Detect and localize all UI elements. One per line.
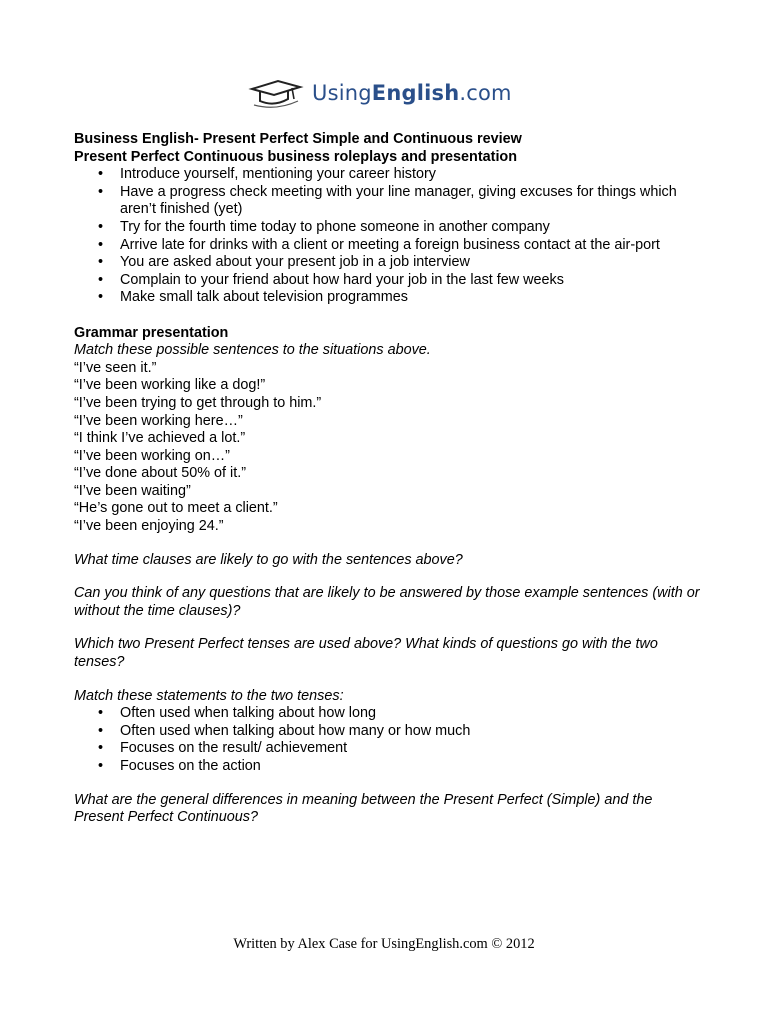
list-item: • Introduce yourself, mentioning your career history bbox=[74, 166, 704, 184]
statement-list bbox=[74, 705, 704, 775]
example-sentence: “I’ve been working here…” bbox=[74, 412, 243, 429]
question-answered-by: Can you think of any questions that are likely to be answered by those example sentences (with or without the time clauses)? bbox=[74, 585, 700, 619]
example-sentence: “I think I’ve achieved a lot.” bbox=[74, 430, 246, 447]
list-item: • Often used when talking about how long bbox=[74, 705, 704, 723]
list-item: • You are asked about your present job in a job interview bbox=[74, 254, 704, 272]
example-sentences bbox=[74, 360, 704, 536]
example-sentence: “I’ve been enjoying 24.” bbox=[74, 518, 224, 535]
worksheet-title: Business English- Present Perfect Simple and Continuous review bbox=[74, 131, 522, 147]
question-two-tenses: Which two Present Perfect tenses are used above? What kinds of questions go with the two tenses? bbox=[74, 636, 658, 671]
example-sentence: “I’ve been trying to get through to him.” bbox=[74, 394, 322, 411]
list-item: • Focuses on the result/ achievement bbox=[74, 740, 704, 758]
example-sentence: “I’ve been working like a dog!” bbox=[74, 377, 266, 394]
list-item: • Complain to your friend about how hard your job in the last few weeks bbox=[74, 272, 704, 290]
logo-prefix: Using bbox=[312, 81, 372, 105]
example-sentence: “He’s gone out to meet a client.” bbox=[74, 500, 278, 517]
question-general-differences: What are the general differences in meaning between the Present Perfect (Simple) and the Present Perfect Continuous? bbox=[74, 791, 653, 826]
match-tenses-instruction: Match these statements to the two tenses: bbox=[74, 687, 344, 704]
worksheet-content bbox=[74, 131, 704, 827]
example-sentence: “I’ve seen it.” bbox=[74, 359, 157, 376]
list-item: • Often used when talking about how many or how much bbox=[74, 723, 704, 741]
logo-suffix: .com bbox=[459, 81, 512, 105]
logo-brand: English bbox=[371, 81, 460, 105]
list-item: • Make small talk about television programmes bbox=[74, 289, 704, 307]
list-item: • Focuses on the action bbox=[74, 758, 704, 776]
grammar-heading: Grammar presentation bbox=[74, 324, 229, 341]
usingenglish-logo bbox=[248, 76, 512, 110]
mortarboard-icon bbox=[248, 77, 304, 109]
logo-wordmark bbox=[312, 81, 512, 105]
example-sentence: “I’ve been working on…” bbox=[74, 447, 230, 464]
match-instruction: Match these possible sentences to the situations above. bbox=[74, 342, 431, 359]
example-sentence: “I’ve been waiting” bbox=[74, 482, 191, 499]
footer-credit: Written by Alex Case for UsingEnglish.com © 2012 bbox=[233, 936, 535, 952]
list-item: • Have a progress check meeting with your line manager, giving excuses for things which aren’t finished (yet) bbox=[74, 184, 704, 219]
example-sentence: “I’ve done about 50% of it.” bbox=[74, 465, 246, 482]
list-item: • Try for the fourth time today to phone someone in another company bbox=[74, 219, 704, 237]
roleplay-list bbox=[74, 166, 704, 307]
question-time-clauses: What time clauses are likely to go with the sentences above? bbox=[74, 551, 463, 568]
worksheet-subtitle: Present Perfect Continuous business roleplays and presentation bbox=[74, 148, 518, 165]
list-item: • Arrive late for drinks with a client or meeting a foreign business contact at the air-port bbox=[74, 237, 704, 255]
